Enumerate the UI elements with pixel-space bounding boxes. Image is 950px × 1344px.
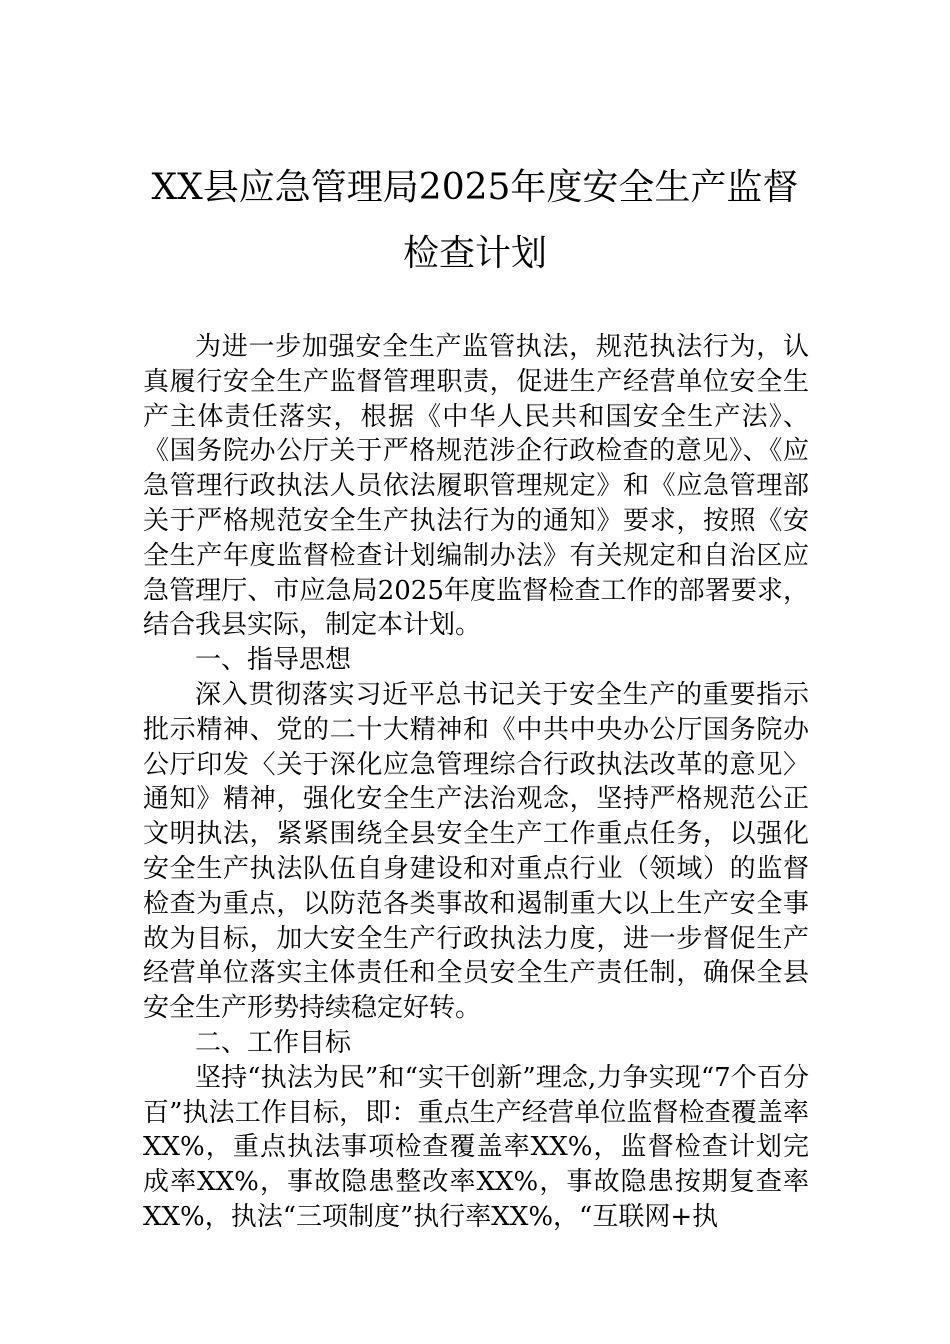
document-title-line-2: 检查计划 <box>402 233 547 274</box>
section-2-paragraph: 坚持“执法为民”和“实干创新”理念,力争实现“7个百分百”执法工作目标，即：重点生产经营单位监督检查覆盖率XX%，重点执法事项检查覆盖率XX%，监督检查计划完成率XX%，事故隐患整改率XX%，事故隐患按期复查率XX%，执法“三项制度”执行率XX%，“互联网+执 <box>143 1062 809 1232</box>
section-1-heading: 一、指导思想 <box>195 645 352 676</box>
intro-paragraph: 为进一步加强安全生产监管执法，规范执法行为，认真履行安全生产监督管理职责，促进生产经营单位安全生产主体责任落实，根据《中华人民共和国安全生产法》、《国务院办公厅关于严格规范涉企行政检查的意见》、《应急管理行政执法人员依法履职管理规定》和《应急管理部关于严格规范安全生产执法行为的通知》要求，按照《安全生产年度监督检查计划编制办法》有关规定和自治区应急管理厅、市应急局2025年度监督检查工作的部署要求，结合我县实际，制定本计划。 <box>143 332 809 641</box>
section-2-heading: 二、工作目标 <box>195 1027 352 1058</box>
document-body <box>143 330 809 1235</box>
document-title-line-1: XX县应急管理局2025年度安全生产监督 <box>151 167 799 208</box>
section-1-paragraph: 深入贯彻落实习近平总书记关于安全生产的重要指示批示精神、党的二十大精神和《中共中央办公厅国务院办公厅印发〈关于深化应急管理综合行政执法改革的意见〉通知》精神，强化安全生产法治观念，坚持严格规范公正文明执法，紧紧围绕全县安全生产工作重点任务，以强化安全生产执法队伍自身建设和对重点行业（领域）的监督检查为重点，以防范各类事故和遏制重大以上生产安全事故为目标，加大安全生产行政执法力度，进一步督促生产经营单位落实主体责任和全员安全生产责任制，确保全县安全生产形势持续稳定好转。 <box>143 679 809 1024</box>
